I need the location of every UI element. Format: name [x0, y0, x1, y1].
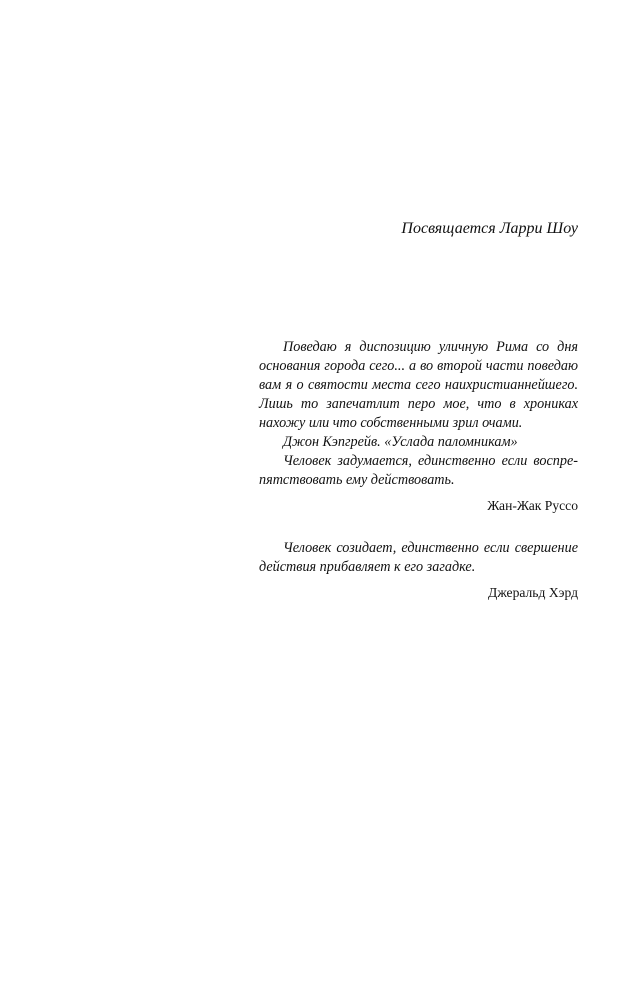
epigraph-3-line-2: действия прибавляет к его загадке. [259, 559, 476, 575]
epigraph-2-line-2: пятствовать ему действовать. [259, 472, 455, 488]
epigraph-1-line-2: основания города сего... а во второй части поведаю [259, 358, 578, 374]
epigraph-2-author: Жан-Жак Руссо [487, 498, 578, 513]
epigraph-block-1 [259, 338, 578, 515]
epigraph-1-line-5: нахожу или что собственными зрил очами. [259, 415, 523, 431]
epigraph-2-line-1: Человек задумается, единственно если воспре- [283, 453, 578, 469]
dedication: Посвящается Ларри Шоу [401, 220, 578, 237]
epigraph-1-attribution: Джон Кэпгрейв. «Услада паломникам» [283, 434, 518, 450]
epigraph-1-line-3: вам я о святости места сего наихристианнейшего. [259, 377, 578, 393]
epigraph-3-line-1: Человек созидает, единственно если свершение [283, 540, 578, 556]
epigraph-block-3 [259, 539, 578, 602]
epigraph-3-text [259, 539, 578, 577]
epigraph-1-text [259, 338, 578, 433]
epigraph-2-text [259, 452, 578, 490]
epigraph-3-author: Джеральд Хэрд [488, 585, 578, 600]
epigraph-1-line-1: Поведаю я диспозицию уличную Рима со дня [283, 339, 578, 355]
epigraph-1-line-4: Лишь то запечатлит перо мое, что в хрониках [259, 396, 578, 412]
